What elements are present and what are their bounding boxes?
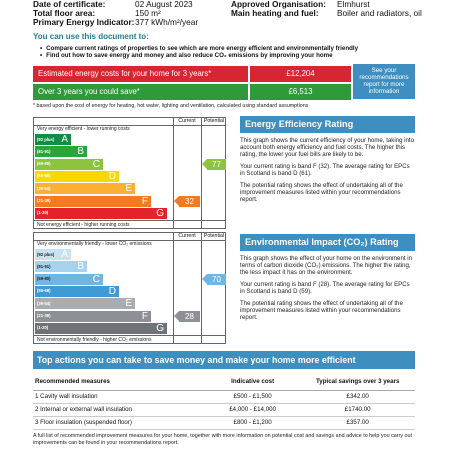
eir-band-range: (69-80)	[37, 276, 51, 282]
saving-cell: £357.00	[300, 416, 415, 429]
eer-potential-rating-arrow: 77	[207, 159, 226, 170]
eir-potential-rating-arrow: 70	[207, 274, 226, 285]
measure-cell: 2 Internal or external wall insulation	[33, 403, 205, 416]
table-row	[33, 390, 415, 403]
cost-footnote: * based upon the cost of energy for heating, hot water, lighting and ventilation, calculated using standard assumptions	[33, 103, 309, 109]
eer-band-range: (55-68)	[37, 173, 51, 179]
eir-potential-header: Potential	[203, 233, 225, 239]
eer-panel-text	[240, 137, 415, 208]
eer-panel-title: Energy Efficiency Rating	[240, 116, 415, 133]
eir-panel-p2: Your current rating is band F (28). The average rating for EPCs in Scotland is band D (59).	[240, 281, 410, 295]
eir-band-letter: B	[77, 261, 84, 273]
estimated-cost-row	[33, 66, 351, 82]
eir-band-letter: F	[141, 310, 148, 322]
saving-label: Over 3 years you could save*	[33, 84, 248, 100]
eir-panel-text	[240, 255, 415, 326]
eir-band-range: (92 plus)	[37, 251, 55, 257]
heating-label: Main heating and fuel:	[231, 8, 319, 18]
eer-current-rating-arrow: 32	[179, 196, 200, 207]
eer-bottom-caption: Not energy efficient - higher running costs	[37, 222, 130, 228]
eir-band-range: (39-54)	[37, 300, 51, 306]
eir-band-range: (55-68)	[37, 288, 51, 294]
cost-column-header: Indicative cost	[205, 373, 301, 390]
estimated-cost-value: £12,204	[250, 66, 351, 82]
eer-band-range: (21-38)	[37, 198, 51, 203]
environmental-impact-chart	[33, 232, 226, 344]
eir-band-b	[35, 261, 87, 272]
eir-band-range: (21-38)	[37, 313, 51, 318]
eir-band-a	[35, 249, 71, 260]
eir-bottom-caption: Not environmentally friendly - higher CO₂ emissions	[37, 337, 152, 343]
saving-column-header: Typical savings over 3 years	[300, 373, 415, 390]
eer-current-header: Current	[178, 118, 196, 124]
actions-footer-note: A full list of recommended improvement measures for your home, together with more information on potential cost and savings and advice to help you carry out improvements can be found in your recommendations report.	[33, 433, 413, 446]
approved-org-value: Elmhurst	[337, 0, 370, 9]
intro-heading: You can use this document to:	[33, 32, 149, 41]
saving-cell: £342.00	[300, 390, 415, 403]
cost-cell: £500 - £1,500	[205, 390, 301, 403]
primary-energy-label: Primary Energy Indicator:	[33, 17, 135, 27]
eir-band-g	[35, 323, 167, 334]
eir-band-range: (81-91)	[37, 263, 51, 269]
eer-band-e	[35, 183, 135, 194]
certificate-date-label: Date of certificate:	[33, 0, 106, 9]
eir-band-letter: E	[125, 298, 132, 310]
eir-band-e	[35, 298, 135, 309]
eir-band-d	[35, 286, 119, 297]
saving-cell: £1740.00	[300, 403, 415, 416]
top-actions-title: Top actions you can take to save money and make your home more efficient	[33, 351, 415, 369]
eer-band-range: (39-54)	[37, 185, 51, 191]
approved-org-label: Approved Organisation:	[231, 0, 326, 9]
primary-energy-value: 377 kWh/m²/year	[135, 17, 199, 27]
table-row	[33, 416, 415, 429]
floor-area-label: Total floor area:	[33, 8, 96, 18]
eir-panel-p3: The potential rating shows the effect of undertaking all of the improvement measures listed within your recommendations report.	[240, 300, 403, 321]
eer-band-c	[35, 159, 103, 170]
heating-value: Boiler and radiators, oil	[337, 8, 422, 18]
eir-band-f	[35, 311, 151, 322]
energy-efficiency-chart	[33, 117, 226, 229]
eer-band-letter: D	[108, 170, 116, 182]
eir-panel-p1: This graph shows the effect of your home on the environment in terms of carbon dioxide (CO₂) emissions. The higher the rating, the less impact it has on the environment.	[240, 255, 412, 276]
measure-cell: 1 Cavity wall insulation	[33, 390, 205, 403]
eer-band-b	[35, 146, 87, 157]
eer-band-range: (1-20)	[37, 210, 49, 216]
eer-band-letter: G	[156, 207, 164, 219]
measure-column-header: Recommended measures	[33, 373, 205, 390]
table-row	[33, 403, 415, 416]
recommendations-report-link[interactable]: See your recommendations report for more information	[353, 64, 415, 99]
eer-band-letter: C	[92, 158, 100, 170]
eer-band-range: (92 plus)	[37, 136, 55, 142]
certificate-date-value: 02 August 2023	[135, 0, 193, 9]
intro-bullets	[40, 45, 420, 60]
eir-band-letter: D	[108, 285, 116, 297]
eir-band-letter: C	[92, 273, 100, 285]
eer-band-d	[35, 171, 119, 182]
eir-panel-title: Environmental Impact (CO₂) Rating	[240, 234, 415, 251]
saving-value: £6,513	[250, 84, 351, 100]
estimated-cost-label: Estimated energy costs for your home for 3 years*	[33, 66, 248, 82]
eer-potential-header: Potential	[203, 118, 225, 124]
measure-cell: 3 Floor insulation (suspended floor)	[33, 416, 205, 429]
eer-band-f	[35, 196, 151, 207]
eer-panel-p1: This graph shows the current efficiency of your home, taking into account both energy efficiency and fuel costs. The higher this rating, the lower your fuel bills are likely to be.	[240, 137, 414, 158]
cost-cell: £800 - £1,200	[205, 416, 301, 429]
saving-row	[33, 84, 351, 100]
eir-band-range: (1-20)	[37, 325, 49, 331]
eer-panel-p3: The potential rating shows the effect of undertaking all of the improvement measures listed within your recommendations report.	[240, 182, 403, 203]
eer-top-caption: Very energy efficient - lower running costs	[37, 126, 130, 132]
eir-top-caption: Very environmentally friendly - lower CO₂ emissions	[37, 241, 152, 247]
eir-current-rating-arrow: 28	[179, 311, 200, 322]
actions-table	[33, 373, 415, 430]
intro-bullet: • Compare current ratings of properties to see which are more energy efficient and environmentally friendly	[40, 45, 420, 52]
eir-band-letter: A	[61, 249, 68, 260]
cost-cell: £4,000 - £14,000	[205, 403, 301, 416]
intro-bullet: • Find out how to save energy and money and also reduce CO₂ emissions by improving your home	[40, 52, 420, 59]
eir-band-letter: G	[156, 322, 164, 334]
eer-band-letter: F	[141, 195, 148, 207]
eer-band-letter: A	[61, 134, 68, 145]
eir-band-c	[35, 274, 103, 285]
eer-panel-p2: Your current rating is band F (32). The average rating for EPCs in Scotland is band D (61).	[240, 163, 410, 177]
eer-band-letter: B	[77, 146, 84, 158]
eer-band-range: (81-91)	[37, 148, 51, 154]
eer-band-range: (69-80)	[37, 161, 51, 167]
eer-band-g	[35, 208, 167, 219]
eer-band-a	[35, 134, 71, 145]
eir-current-header: Current	[178, 233, 196, 239]
eer-band-letter: E	[125, 183, 132, 195]
floor-area-value: 150 m²	[135, 8, 161, 18]
